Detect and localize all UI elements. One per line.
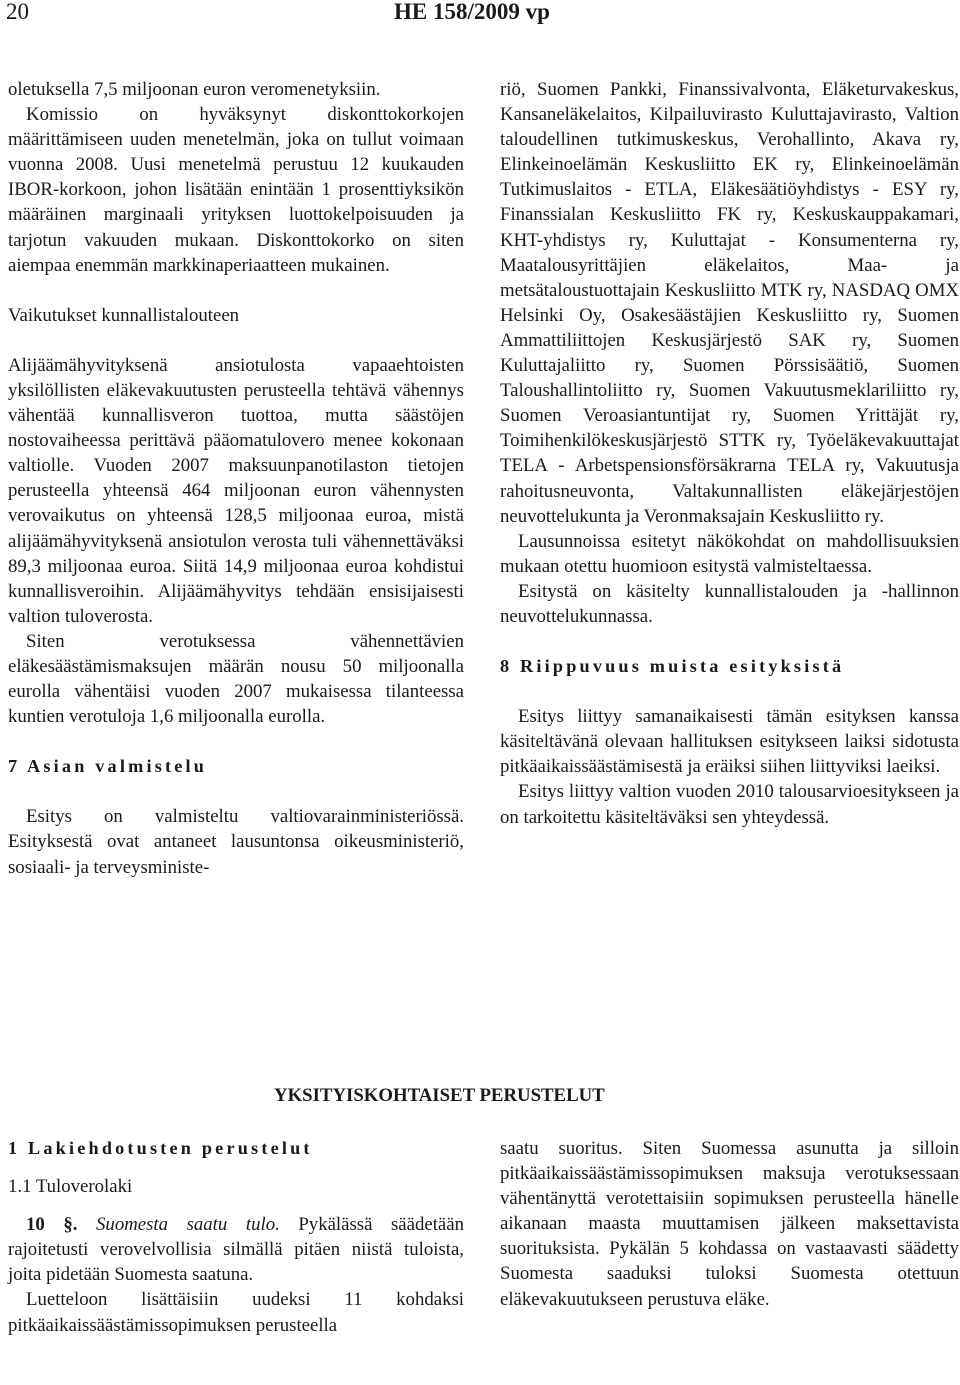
- paragraph: [8, 1212, 464, 1287]
- subheading: Vaikutukset kunnallistalouteen: [8, 304, 240, 326]
- section-heading-1: 1 Lakiehdotusten perustelut: [8, 1138, 313, 1158]
- paragraph: Esitys on valmisteltu valtiovarainministeriössä. Esityksestä ovat antaneet lausuntonsa oikeusministeriö, sosiaali- ja terveysministe-: [8, 806, 464, 878]
- paragraph: riö, Suomen Pankki, Finanssivalvonta, Eläketurvakeskus, Kansaneläkelaitos, Kilpailuvirasto Kuluttajavirasto, Valtion taloudellinen tutkimuskeskus, Verohallinto, Akava ry, Elinkeinoelämän Keskusliitto EK ry, Elinkeinoelämän Tutkimuslaitos - ETLA, Eläkesäätiöyhdistys - ESY ry, Finanssialan Keskusliitto FK ry, Keskuskauppakamari, KHT-yhdistys ry, Kuluttajat - Konsumenterna ry, Maatalousyrittäjien eläkelaitos, Maa- ja metsätaloustuottajain Keskusliitto MTK ry, NASDAQ OMX Helsinki Oy, Osakesäästäjien Keskusliitto ry, Suomen Ammattiliittojen Keskusjärjestö SAK ry, Suomen Kuluttajaliitto ry, Suomen Pörssisäätiö, Suomen Taloushallintoliitto ry, Suomen Vakuutusmeklariliitto ry, Suomen Veroasiantuntijat ry, Suomen Yrittäjät ry, Toimihenkilökeskusjärjestö STTK ry, Työeläkevakuuttajat TELA - Arbetspensionsförsäkrarna TELA ry, Vakuutusja rahoitusneuvonta, Valtakunnallisten eläkejärjestöjen neuvottelukunta ja Veronmaksajain Keskusliitto ry.: [500, 79, 959, 527]
- document-id: HE 158/2009 vp: [394, 0, 550, 24]
- page-number: 20: [6, 0, 29, 24]
- paragraph: Lausunnoissa esitetyt näkökohdat on mahdollisuuksien mukaan otettu huomioon esitystä valmisteltaessa.: [500, 530, 959, 577]
- paragraph: saatu suoritus. Siten Suomessa asunutta ja silloin pitkäaikaissäästämissopimuksen maksuja verotuksessaan vähentänyttä verotettaisiin sopimuksen perusteella hänelle aikanaan maasta muuttamisen jälkeen maksettavista suorituksista. Pykälän 5 kohdassa on vastaavasti säädetty Suomesta saaduksi tuloksi Suomesta otettuun eläkevakuutukseen perustuva eläke.: [500, 1138, 959, 1310]
- section-heading-1-1: 1.1 Tuloverolaki: [8, 1176, 133, 1198]
- paragraph: oletuksella 7,5 miljoonan euron veromenetyksiin.: [8, 79, 381, 100]
- section-heading-8: 8 Riippuvuus muista esityksistä: [500, 656, 845, 677]
- paragraph: Siten verotuksessa vähennettävien eläkesäästämismaksujen määrän nousu 50 miljoonalla eurolla vähentäisi vuoden 2007 mukaisessa tilanteessa kuntien verotuloja 1,6 miljoonalla eurolla.: [8, 630, 464, 728]
- right-column-bottom: [500, 1136, 959, 1312]
- paragraph: Luetteloon lisättäisiin uudeksi 11 kohdaksi pitkäaikaissäästämissopimuksen perusteella: [8, 1289, 464, 1336]
- right-column-top: [500, 77, 959, 830]
- paragraph: Alijäämähyvityksenä ansiotulosta vapaaehtoisten yksilöllisten eläkevakuutusten perusteella tehtävä vähennys vähentää kunnallisveron tuottoa, mutta säästöjen nostovaiheessa perittävä pääomatulovero menee kokonaan valtiolle. Vuoden 2007 maksuunpanotilaston tietojen perusteella yhteensä 464 miljoonan euron vähennysten verovaikutus on yhteensä 128,5 miljoonaa euroa, mistä alijäämähyvityksenä ansiotulon verosta tuli vähennettäväksi 89,3 miljoonaa euroa. Siitä 14,9 miljoonaa euroa kohdistui kunnallisveroihin. Alijäämähyvitys tehdään ensisijaisesti valtion tuloverosta.: [8, 354, 464, 627]
- left-column-bottom: [8, 1136, 464, 1338]
- detail-heading: YKSITYISKOHTAISET PERUSTELUT: [274, 1085, 605, 1106]
- paragraph: Esitys liittyy valtion vuoden 2010 talousarvioesitykseen ja on tarkoitettu käsiteltäväksi sen yhteydessä.: [500, 781, 959, 828]
- paragraph: Komissio on hyväksynyt diskonttokorkojen määrittämiseen uuden menetelmän, joka on tullut voimaan vuonna 2008. Uusi menetelmä perustuu 12 kuukauden IBOR-korkoon, johon lisätään enintään 1 prosenttiyksikön määräinen marginaali yrityksen luottokelpoisuuden ja tarjotun vakuuden mukaan. Diskonttokorko on siten aiempaa enemmän markkinaperiaatteen mukainen.: [8, 104, 464, 276]
- paragraph-title: Suomesta saatu tulo.: [96, 1214, 280, 1236]
- section-heading-7: 7 Asian valmistelu: [8, 756, 208, 777]
- paragraph: Esitystä on käsitelty kunnallistalouden ja -hallinnon neuvottelukunnassa.: [500, 580, 959, 627]
- left-column-top: [8, 77, 464, 880]
- paragraph: Esitys liittyy samanaikaisesti tämän esityksen kanssa käsiteltävänä olevaan hallituksen esitykseen laiksi sidotusta pitkäaikaissäästämisestä ja eräiksi siihen liittyviksi laeiksi.: [500, 706, 959, 778]
- paragraph-number: 10 §.: [26, 1214, 78, 1236]
- paragraph-text: Pykälässä säädetään rajoitetusti verovelvollisia silmällä pitäen niistä tuloista, joita pidetään Suomesta saatuna.: [8, 1214, 464, 1286]
